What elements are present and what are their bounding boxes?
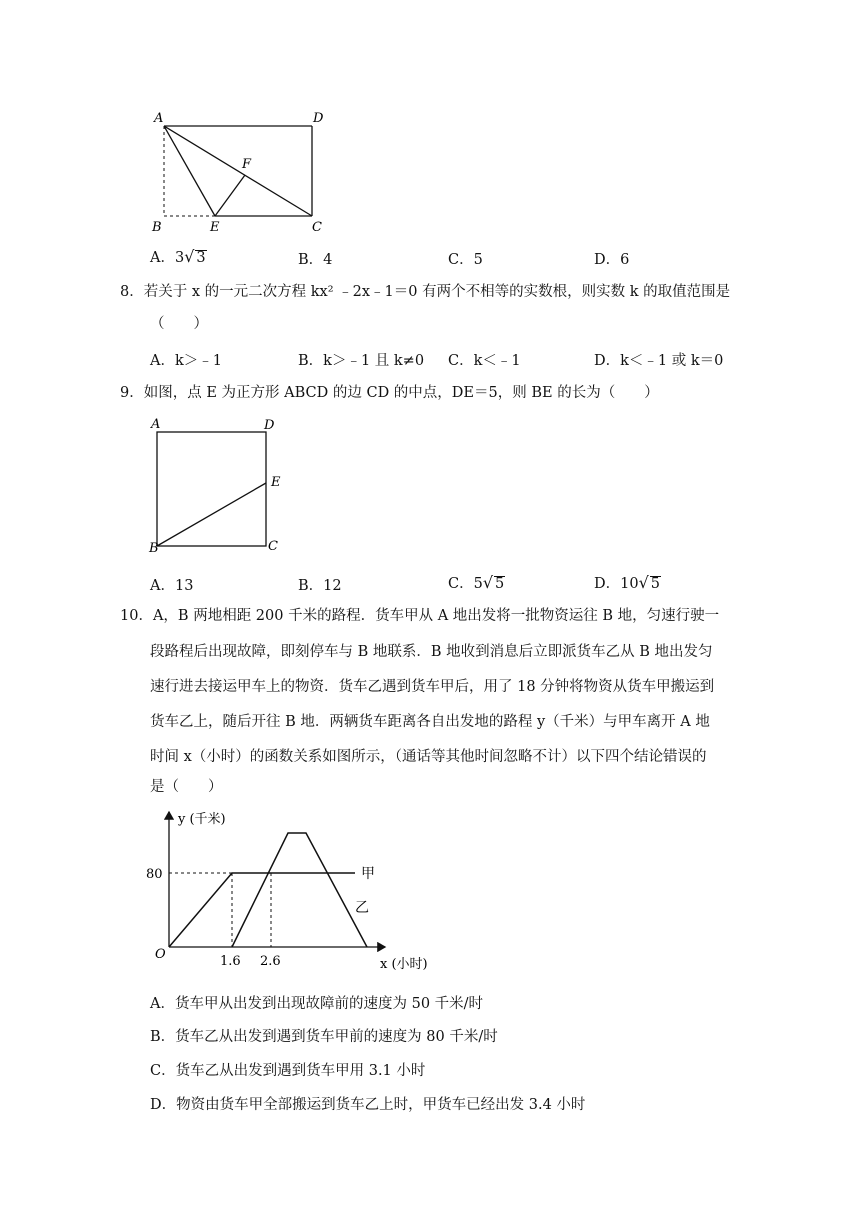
q9-option-d[interactable]: D．10√ 5 xyxy=(594,573,661,592)
question-text: 若关于 x 的一元二次方程 kx² ﹣2x﹣1＝0 有两个不相等的实数根，则实数 k 的取值范围是 xyxy=(143,284,731,300)
q7-option-c[interactable]: C．5 xyxy=(448,252,483,268)
q8-stem-line2: （ ） xyxy=(150,316,208,332)
question-number: 8． xyxy=(120,284,144,300)
sqrt-icon: √ xyxy=(638,573,649,592)
question-number: 9． xyxy=(120,385,144,401)
q9-option-a[interactable]: A．13 xyxy=(150,578,194,594)
q10-stem-line-4: 货车乙上，随后开往 B 地．两辆货车距离各自出发地的路程 y（千米）与甲车离开 A 地 xyxy=(150,714,710,730)
option-letter: A． xyxy=(150,250,175,266)
q7-label-E: E xyxy=(210,220,220,235)
q9-option-c[interactable]: C．5√ 5 xyxy=(448,573,505,592)
q10-stem-line-3: 速行进去接运甲车上的物资．货车乙遇到货车甲后，用了 18 分钟将物资从货车甲搬运到 xyxy=(150,679,715,695)
series-yi-line xyxy=(232,833,367,947)
q7-label-C: C xyxy=(312,220,322,235)
q9-option-b[interactable]: B．12 xyxy=(298,578,342,594)
q8-option-c[interactable]: C．k＜﹣1 xyxy=(448,353,521,369)
q10-option-b[interactable]: B．货车乙从出发到遇到货车甲前的速度为 80 千米/时 xyxy=(150,1029,498,1045)
q10-option-a[interactable]: A．货车甲从出发到出现故障前的速度为 50 千米/时 xyxy=(150,996,484,1012)
x-tick-2-6: 2.6 xyxy=(260,954,281,969)
sqrt-icon: √ xyxy=(482,573,494,592)
question-number: 10． xyxy=(120,608,153,624)
q10-stem-line-6: 是（ ） xyxy=(150,779,223,795)
series-yi-label: 乙 xyxy=(355,900,369,916)
q9-label-A: A xyxy=(151,417,161,432)
q9-label-D: D xyxy=(264,418,275,433)
q7-figure xyxy=(140,104,340,244)
q9-label-C: C xyxy=(268,539,278,554)
question-text: 如图，点 E 为正方形 ABCD 的边 CD 的中点，DE＝5，则 BE 的长为（ ） xyxy=(143,385,659,401)
q9-figure xyxy=(140,412,300,560)
q7-label-D: D xyxy=(313,111,324,126)
q9-label-E: E xyxy=(271,475,281,490)
q8-option-b[interactable]: B．k＞﹣1 且 k≠0 xyxy=(298,353,425,369)
q9-stem xyxy=(120,383,659,403)
origin-label: O xyxy=(155,947,166,962)
y-axis-label: y (千米) xyxy=(178,812,226,827)
series-jia-line xyxy=(169,873,355,947)
q10-option-d[interactable]: D．物资由货车甲全部搬运到货车乙上时，甲货车已经出发 3.4 小时 xyxy=(150,1097,586,1113)
series-jia-label: 甲 xyxy=(361,866,375,882)
q10-option-c[interactable]: C．货车乙从出发到遇到货车甲用 3.1 小时 xyxy=(150,1063,426,1079)
x-axis-label: x (小时) xyxy=(380,957,428,972)
q10-stem-line-5: 时间 x（小时）的函数关系如图所示，（通话等其他时间忽略不计）以下四个结论错误的 xyxy=(150,749,707,765)
q7-option-a[interactable]: A．3√ 3 xyxy=(150,247,206,266)
x-tick-1-6: 1.6 xyxy=(220,954,241,969)
y-tick-80: 80 xyxy=(146,867,163,882)
q7-label-F: F xyxy=(242,157,252,172)
q10-stem-line-2: 段路程后出现故障，即刻停车与 B 地联系．B 地收到消息后立即派货车乙从 B 地出发匀 xyxy=(150,644,713,660)
q8-option-a[interactable]: A．k＞﹣1 xyxy=(150,353,222,369)
q9-label-B: B xyxy=(149,541,159,556)
q10-stem-line-1: 10．A，B 两地相距 200 千米的路程．货车甲从 A 地出发将一批物资运往 B 地，匀速行驶一 xyxy=(120,608,720,624)
q10-graph xyxy=(140,804,440,976)
q8-stem xyxy=(120,282,730,302)
q7-label-B: B xyxy=(152,220,162,235)
q8-option-d[interactable]: D．k＜﹣1 或 k＝0 xyxy=(594,353,724,369)
q7-option-d[interactable]: D．6 xyxy=(594,252,630,268)
sqrt-icon: √ xyxy=(184,247,195,266)
q7-option-b[interactable]: B．4 xyxy=(298,252,333,268)
q7-label-A: A xyxy=(154,111,164,126)
